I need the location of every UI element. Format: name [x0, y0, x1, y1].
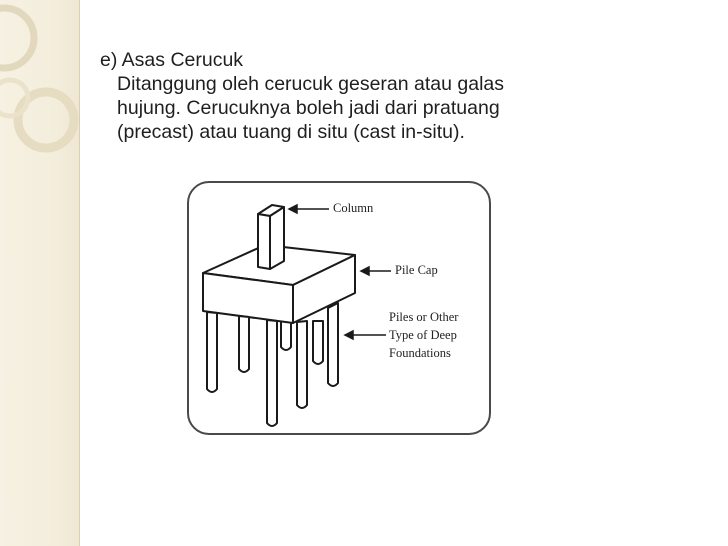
label-piles-line-1: Piles or Other [389, 310, 459, 324]
slide-heading: e) Asas Cerucuk [100, 49, 244, 71]
pile-back-right [313, 321, 323, 364]
band-rings-decoration [0, 0, 80, 546]
label-column: Column [333, 201, 374, 215]
column-front [258, 214, 270, 269]
pile-front-3 [267, 320, 277, 426]
label-pile-cap: Pile Cap [395, 263, 438, 277]
body-line-2: hujung. Cerucuknya boleh jadi dari pratuang [117, 97, 500, 119]
column-arrow-head [289, 205, 297, 213]
pile-foundation-drawing [189, 183, 489, 433]
pile-foundation-figure [187, 181, 491, 435]
column-side [270, 207, 284, 269]
label-piles-line-3: Foundations [389, 346, 451, 360]
pile-cap-arrow-head [361, 267, 369, 275]
band-divider-line [79, 0, 80, 546]
pile-front-4 [297, 321, 307, 408]
piles-arrow-head [345, 331, 353, 339]
label-piles-line-2: Type of Deep [389, 328, 457, 342]
body-line-3: (precast) atau tuang di situ (cast in-situ). [117, 121, 465, 143]
pile-front-2 [239, 316, 249, 372]
ring-top [0, 8, 34, 68]
pile-front-1 [207, 312, 217, 392]
pile-side-5 [328, 303, 338, 386]
slide-text-block [100, 48, 660, 144]
pile-back-left [281, 321, 291, 350]
body-line-1: Ditanggung oleh cerucuk geseran atau galas [117, 73, 505, 95]
